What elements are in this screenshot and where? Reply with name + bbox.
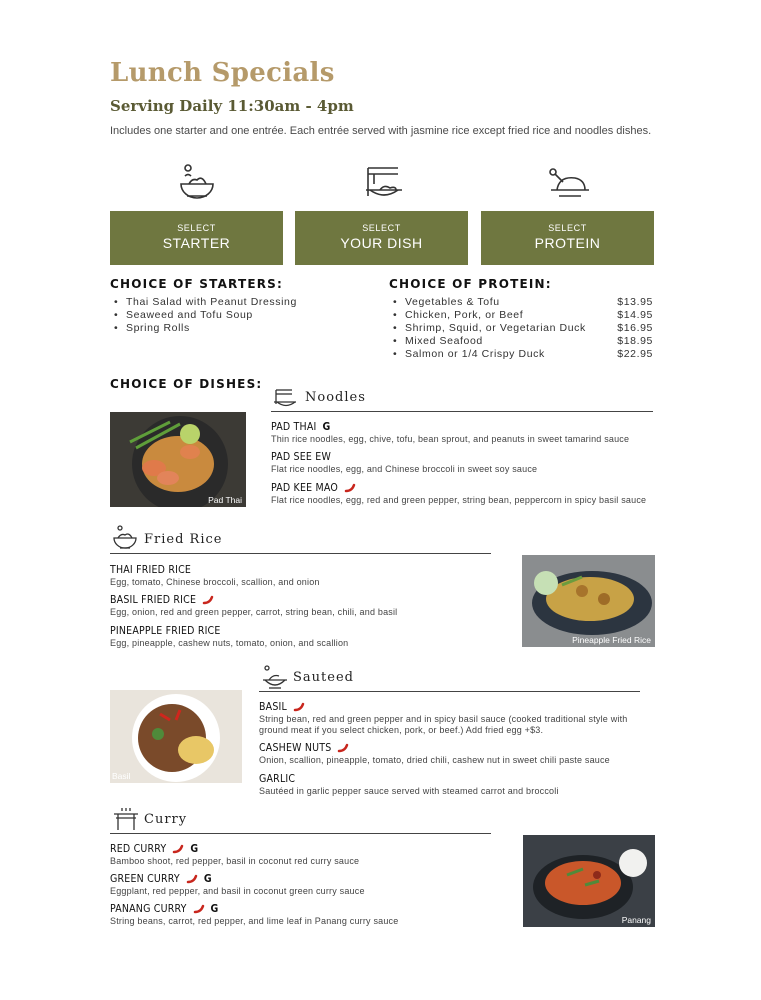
curry-pot-icon	[112, 806, 140, 832]
section-title: Curry	[144, 812, 188, 827]
sauteed-section-header	[259, 666, 640, 692]
chili-icon	[193, 904, 205, 914]
starters-list	[110, 296, 370, 335]
dish-description: String beans, carrot, red pepper, and lime leaf in Panang curry sauce	[110, 916, 399, 926]
step-label-top: SELECT	[362, 223, 401, 233]
protein-price: $14.95	[617, 309, 653, 321]
protein-name: Shrimp, Squid, or Vegetarian Duck	[405, 322, 586, 334]
protein-heading: CHOICE OF PROTEIN:	[389, 277, 552, 291]
starters-heading: CHOICE OF STARTERS:	[110, 277, 284, 291]
photo-pineapple-fried-rice	[522, 555, 655, 647]
dish-description: Eggplant, red pepper, and basil in coconut green curry sauce	[110, 886, 365, 896]
dish-name: RED CURRY	[110, 843, 167, 855]
gluten-free-badge: G	[203, 873, 212, 885]
step-label-bottom: PROTEIN	[534, 235, 601, 251]
divider	[271, 411, 653, 412]
photo-panang	[523, 835, 655, 927]
step-select-protein	[481, 211, 654, 265]
gluten-free-badge: G	[190, 843, 199, 855]
chili-icon	[172, 844, 184, 854]
wok-icon	[261, 664, 289, 690]
gluten-free-badge: G	[322, 421, 331, 433]
dish-thai-fried-rice	[110, 563, 510, 588]
curry-section-header	[110, 808, 491, 834]
dish-name: THAI FRIED RICE	[110, 564, 192, 576]
photo-caption: Basil	[112, 771, 131, 781]
list-item	[389, 309, 653, 322]
noodles-icon	[273, 387, 299, 409]
protein-name: Vegetables & Tofu	[405, 296, 500, 308]
chicken-icon	[545, 160, 593, 204]
protein-name: Salmon or 1/4 Crispy Duck	[405, 348, 545, 360]
section-title: Noodles	[305, 390, 366, 405]
photo-caption: Pineapple Fried Rice	[572, 635, 651, 645]
dish-description: String bean, red and green pepper and in spicy basil sauce (cooked traditional style with ground meat if you select chicken, pork, or beef.) Add fried egg +$3.	[259, 714, 628, 735]
divider	[259, 691, 640, 692]
dish-red-curry	[110, 842, 510, 867]
dish-name: PANANG CURRY	[110, 903, 187, 915]
protein-name: Chicken, Pork, or Beef	[405, 309, 524, 321]
dish-description: Egg, onion, red and green pepper, carrot, string bean, chili, and basil	[110, 607, 398, 617]
chili-icon	[186, 874, 198, 884]
dish-description: Thin rice noodles, egg, chive, tofu, bean sprout, and peanuts in sweet tamarind sauce	[271, 434, 630, 444]
dish-name: GARLIC	[259, 773, 296, 785]
noodles-icon	[360, 160, 408, 204]
divider	[110, 553, 491, 554]
fried-rice-section-header	[110, 528, 491, 554]
dish-name: BASIL	[259, 701, 287, 713]
step-label-bottom: STARTER	[162, 235, 231, 251]
chili-icon	[337, 743, 349, 753]
photo-caption: Panang	[621, 915, 651, 925]
photo-caption: Pad Thai	[208, 495, 242, 505]
protein-price: $16.95	[617, 322, 653, 334]
dish-description: Sautéed in garlic pepper sauce served with steamed carrot and broccoli	[259, 786, 559, 796]
page-title: Lunch Specials	[110, 58, 335, 88]
dish-description: Flat rice noodles, egg, red and green pepper, string bean, peppercorn in spicy basil sauce	[271, 495, 647, 505]
protein-list	[389, 296, 653, 361]
step-label-top: SELECT	[548, 223, 587, 233]
soup-bowl-icon	[173, 160, 221, 204]
dish-basil-fried-rice	[110, 593, 510, 618]
serving-hours: Serving Daily 11:30am - 4pm	[110, 97, 354, 115]
divider	[110, 833, 491, 834]
dish-description: Egg, tomato, Chinese broccoli, scallion, and onion	[110, 577, 320, 587]
dish-garlic	[259, 772, 659, 797]
dish-name: BASIL FRIED RICE	[110, 594, 197, 606]
dish-pineapple-fried-rice	[110, 624, 510, 649]
dish-description: Flat rice noodles, egg, and Chinese broccoli in sweet soy sauce	[271, 464, 538, 474]
list-item	[389, 348, 653, 361]
list-item: • Spring Rolls	[110, 322, 370, 335]
protein-price: $18.95	[617, 335, 653, 347]
protein-price: $22.95	[617, 348, 653, 360]
chili-icon	[293, 702, 305, 712]
chili-icon	[202, 595, 214, 605]
protein-price: $13.95	[617, 296, 653, 308]
dishes-heading: CHOICE OF DISHES:	[110, 377, 263, 391]
photo-basil	[110, 690, 242, 783]
dish-name: CASHEW NUTS	[259, 742, 332, 754]
dish-description: Onion, scallion, pineapple, tomato, dried chili, cashew nut in sweet chili paste sauce	[259, 755, 610, 765]
dish-pad-see-ew	[271, 450, 661, 475]
intro-text: Includes one starter and one entrée. Each entrée served with jasmine rice except fried rice and noodles dishes.	[110, 125, 652, 137]
list-item: • Thai Salad with Peanut Dressing	[110, 296, 370, 309]
photo-pad-thai	[110, 412, 246, 507]
dish-name: GREEN CURRY	[110, 873, 180, 885]
protein-name: Mixed Seafood	[405, 335, 483, 347]
list-item	[389, 322, 653, 335]
dish-name: PAD SEE EW	[271, 451, 332, 463]
step-label-top: SELECT	[177, 223, 216, 233]
dish-name: PAD KEE MAO	[271, 482, 338, 494]
dish-pad-kee-mao	[271, 481, 651, 506]
noodles-section-header	[271, 386, 653, 412]
step-label-bottom: YOUR DISH	[340, 235, 423, 251]
dish-cashew-nuts	[259, 741, 659, 766]
dish-description: Egg, pineapple, cashew nuts, tomato, onion, and scallion	[110, 638, 349, 648]
step-select-dish	[295, 211, 468, 265]
list-item	[389, 296, 653, 309]
dish-name: PINEAPPLE FRIED RICE	[110, 625, 221, 637]
section-title: Sauteed	[293, 670, 354, 685]
list-item: • Seaweed and Tofu Soup	[110, 309, 370, 322]
gluten-free-badge: G	[210, 903, 219, 915]
dish-pad-thai	[271, 420, 661, 445]
section-title: Fried Rice	[144, 532, 223, 547]
dish-basil	[259, 700, 659, 736]
step-select-starter	[110, 211, 283, 265]
chili-icon	[344, 483, 356, 493]
rice-bowl-icon	[112, 524, 138, 550]
dish-panang-curry	[110, 902, 510, 927]
dish-description: Bamboo shoot, red pepper, basil in coconut red curry sauce	[110, 856, 360, 866]
dish-name: PAD THAI	[271, 421, 317, 433]
dish-green-curry	[110, 872, 510, 897]
list-item	[389, 335, 653, 348]
